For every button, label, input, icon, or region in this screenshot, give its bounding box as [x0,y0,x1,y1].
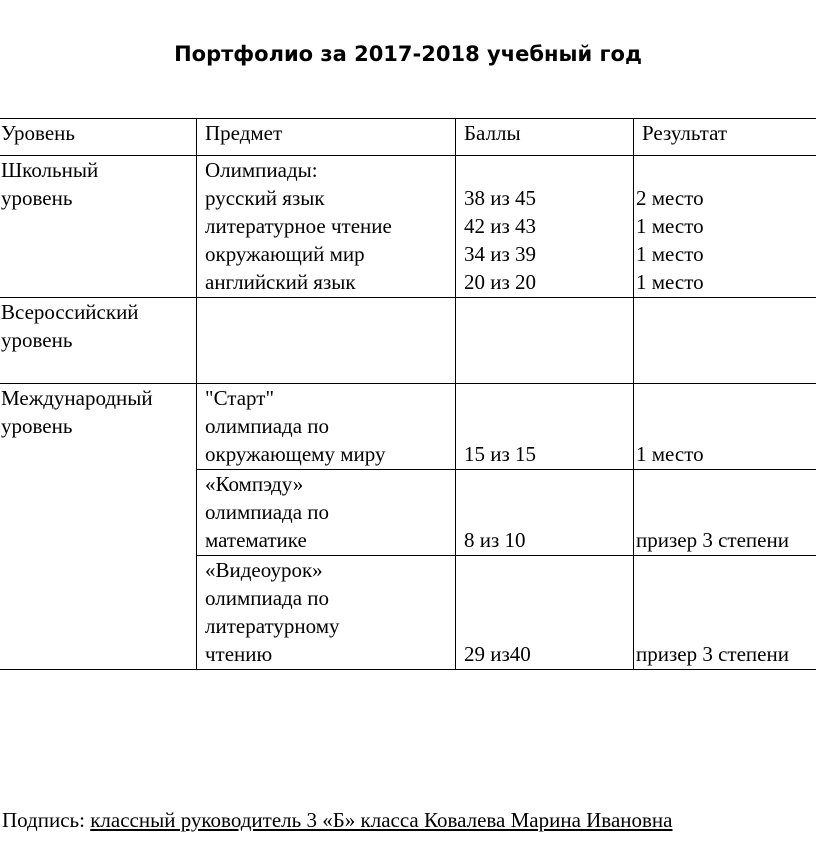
intl-subject-line: олимпиада по [205,414,330,438]
school-score-cell [456,156,634,298]
intl-subject-line: «Видеоурок» [205,558,323,582]
school-result: 1 место [636,214,704,238]
school-level-line: уровень [1,186,73,210]
school-result: 1 место [636,242,704,266]
signature-label: Подпись: [2,808,85,832]
intl-score: 8 из 10 [464,528,526,552]
intl-subject-line: «Компэду» [205,472,304,496]
international-level-line: уровень [1,414,73,438]
school-subject: окружающий мир [205,242,365,266]
school-subject-header: Олимпиады: [205,158,318,182]
school-score: 20 из 20 [464,270,537,294]
international-result-cell [634,384,816,470]
national-level-line: уровень [1,328,73,352]
intl-subject-line: математике [205,528,307,552]
school-result-cell [634,156,816,298]
table-row-international-1 [0,384,816,470]
table-row-school [0,156,816,298]
international-subject-cell [197,384,456,470]
international-result-cell [634,556,816,670]
intl-subject-line: чтению [205,642,273,666]
school-result: 1 место [636,270,704,294]
school-score: 38 из 45 [464,186,537,210]
national-level-cell [0,298,197,384]
table-header-row [0,119,816,156]
intl-subject-line: окружающему миру [205,442,386,466]
international-score-cell [456,470,634,556]
intl-subject-line: литературному [205,614,340,638]
signature-line [2,808,672,833]
school-subject-cell [197,156,456,298]
national-result-cell [634,298,816,384]
intl-subject-line: олимпиада по [205,500,330,524]
school-score: 34 из 39 [464,242,537,266]
intl-score: 29 из40 [464,642,531,666]
international-score-cell [456,384,634,470]
school-subject: русский язык [205,186,325,210]
national-subject-cell [197,298,456,384]
international-result-cell [634,470,816,556]
table-row-national [0,298,816,384]
national-level-line: Всероссийский [1,300,139,324]
header-level: Уровень [0,119,197,156]
school-score: 42 из 43 [464,214,537,238]
intl-result: призер 3 степени [636,642,789,666]
school-result: 2 место [636,186,704,210]
international-level-line: Международный [1,386,153,410]
national-score-cell [456,298,634,384]
intl-result: 1 место [636,442,704,466]
page-title: Портфолио за 2017-2018 учебный год [174,42,642,66]
header-score: Баллы [456,119,634,156]
signature-text: классный руководитель 3 «Б» класса Ковалева Марина Ивановна [90,808,673,832]
intl-subject-line: олимпиада по [205,586,330,610]
international-level-cell [0,384,197,670]
school-level-cell [0,156,197,298]
school-subject: английский язык [205,270,356,294]
international-subject-cell [197,556,456,670]
school-level-line: Школьный [1,158,99,182]
header-result: Результат [634,119,816,156]
header-subject: Предмет [197,119,456,156]
school-subject: литературное чтение [205,214,392,238]
intl-score: 15 из 15 [464,442,537,466]
intl-result: призер 3 степени [636,528,789,552]
international-subject-cell [197,470,456,556]
intl-subject-line: "Старт" [205,386,275,410]
international-score-cell [456,556,634,670]
portfolio-table [0,118,816,670]
